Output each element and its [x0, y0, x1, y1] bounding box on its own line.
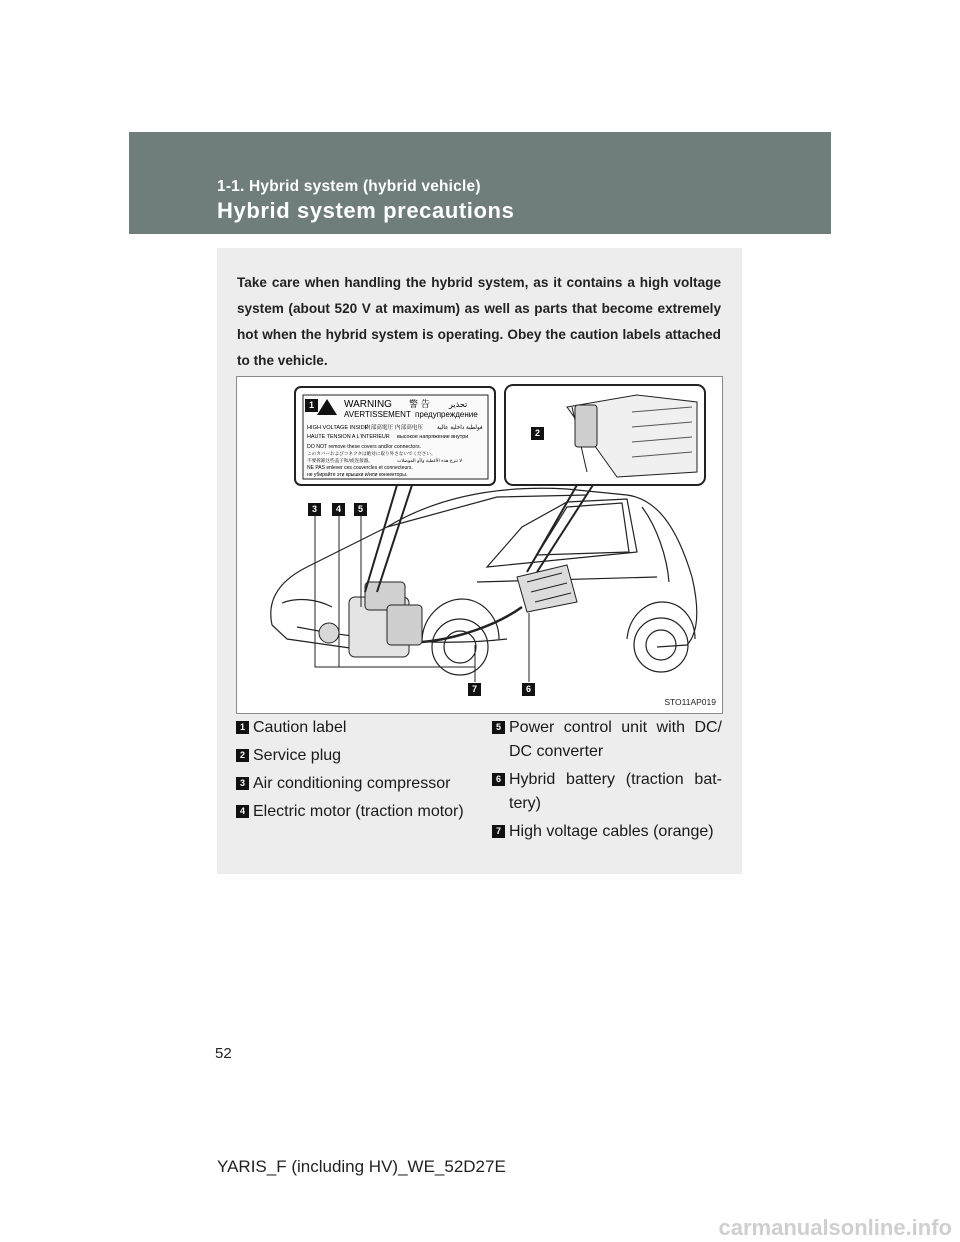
svg-text:不要拆卸这些盖子和/或连接器。: 不要拆卸这些盖子和/或连接器。 [307, 459, 373, 464]
intro-paragraph: Take care when handling the hybrid system, as it contains a high voltage system (about 520 V at maximum) as well as parts that become extremely hot when the hybrid system is operating. Obey the caution labels attached to the vehicle. [237, 275, 721, 368]
battery-assembly [517, 565, 577, 612]
legend-item [492, 716, 722, 764]
legend-text: Caution label [253, 719, 347, 736]
page-header [129, 132, 831, 234]
legend-item [236, 772, 474, 796]
legend-key: 5 [492, 721, 505, 734]
svg-text:内部高电压: 内部高电压 [395, 425, 423, 431]
legend-text: Electric motor (traction motor) [253, 803, 464, 820]
caution-label-callout [295, 387, 495, 592]
legend-item [236, 800, 474, 824]
page-title: Hybrid system precautions [217, 198, 515, 223]
car-outline [271, 488, 697, 675]
figure-badge-2: 2 [531, 427, 544, 440]
leader-lines [315, 515, 529, 682]
legend-key: 6 [492, 773, 505, 786]
legend-item [492, 768, 722, 816]
svg-text:警 告: 警 告 [409, 400, 430, 410]
legend-item [492, 820, 722, 844]
legend-item [236, 744, 474, 768]
figure-badge-1: 1 [305, 399, 318, 412]
service-plug-callout [505, 385, 705, 572]
svg-text:内部高電圧: 内部高電圧 [365, 425, 393, 431]
watermark: carmanualsonline.info [718, 1215, 952, 1240]
legend-key: 3 [236, 777, 249, 790]
svg-text:HAUTE TENSION A L'INTERIEUR: HAUTE TENSION A L'INTERIEUR [307, 434, 390, 440]
page-number: 52 [215, 1045, 232, 1062]
vehicle-illustration [237, 377, 724, 715]
legend-text: Air conditioning compressor [253, 775, 451, 792]
svg-text:предупреждение: предупреждение [415, 410, 478, 419]
legend-text: Hybrid battery (traction bat- tery) [509, 771, 722, 812]
legend-left [236, 716, 474, 828]
figure-badge-4: 4 [332, 503, 345, 516]
svg-text:لا تنزع هذه الأغطية و/أو الموص: لا تنزع هذه الأغطية و/أو الموصلات [397, 459, 462, 464]
figure-badge-7: 7 [468, 683, 481, 696]
svg-text:DO NOT remove these covers and: DO NOT remove these covers and/or connectors. [307, 444, 422, 450]
legend-item [236, 716, 474, 740]
legend-key: 2 [236, 749, 249, 762]
svg-text:فولطية داخلية عالية: فولطية داخلية عالية [437, 425, 483, 431]
legend-text: Service plug [253, 747, 342, 764]
svg-text:высокое напряжение внутри: высокое напряжение внутри [397, 434, 469, 440]
svg-text:не убирайте эти крышки и/или к: не убирайте эти крышки и/или коннекторы. [307, 472, 408, 478]
svg-text:AVERTISSEMENT: AVERTISSEMENT [344, 410, 411, 419]
figure-code: STO11AP019 [664, 697, 716, 707]
svg-text:WARNING: WARNING [344, 399, 392, 410]
svg-text:このカバーおよびコネクタは絶対に取り外さないでください。: このカバーおよびコネクタは絶対に取り外さないでください。 [307, 452, 436, 457]
legend-text: Power control unit with DC/ DC converter [509, 719, 722, 760]
section-label: 1-1. Hybrid system (hybrid vehicle) [217, 178, 481, 195]
figure-badge-6: 6 [522, 683, 535, 696]
figure-badge-5: 5 [354, 503, 367, 516]
svg-text:تحذير: تحذير [449, 400, 468, 409]
precaution-panel [217, 248, 742, 874]
legend-key: 4 [236, 805, 249, 818]
legend-right [492, 716, 722, 848]
legend-key: 7 [492, 825, 505, 838]
footer-code: YARIS_F (including HV)_WE_52D27E [217, 1157, 506, 1176]
svg-text:NE PAS enlever ces couvercles: NE PAS enlever ces couvercles et connecteurs. [307, 465, 413, 471]
legend-key: 1 [236, 721, 249, 734]
figure-badge-3: 3 [308, 503, 321, 516]
hybrid-system-figure [236, 376, 723, 714]
svg-text:HIGH VOLTAGE INSIDE: HIGH VOLTAGE INSIDE [307, 425, 369, 431]
legend-text: High voltage cables (orange) [509, 823, 714, 840]
